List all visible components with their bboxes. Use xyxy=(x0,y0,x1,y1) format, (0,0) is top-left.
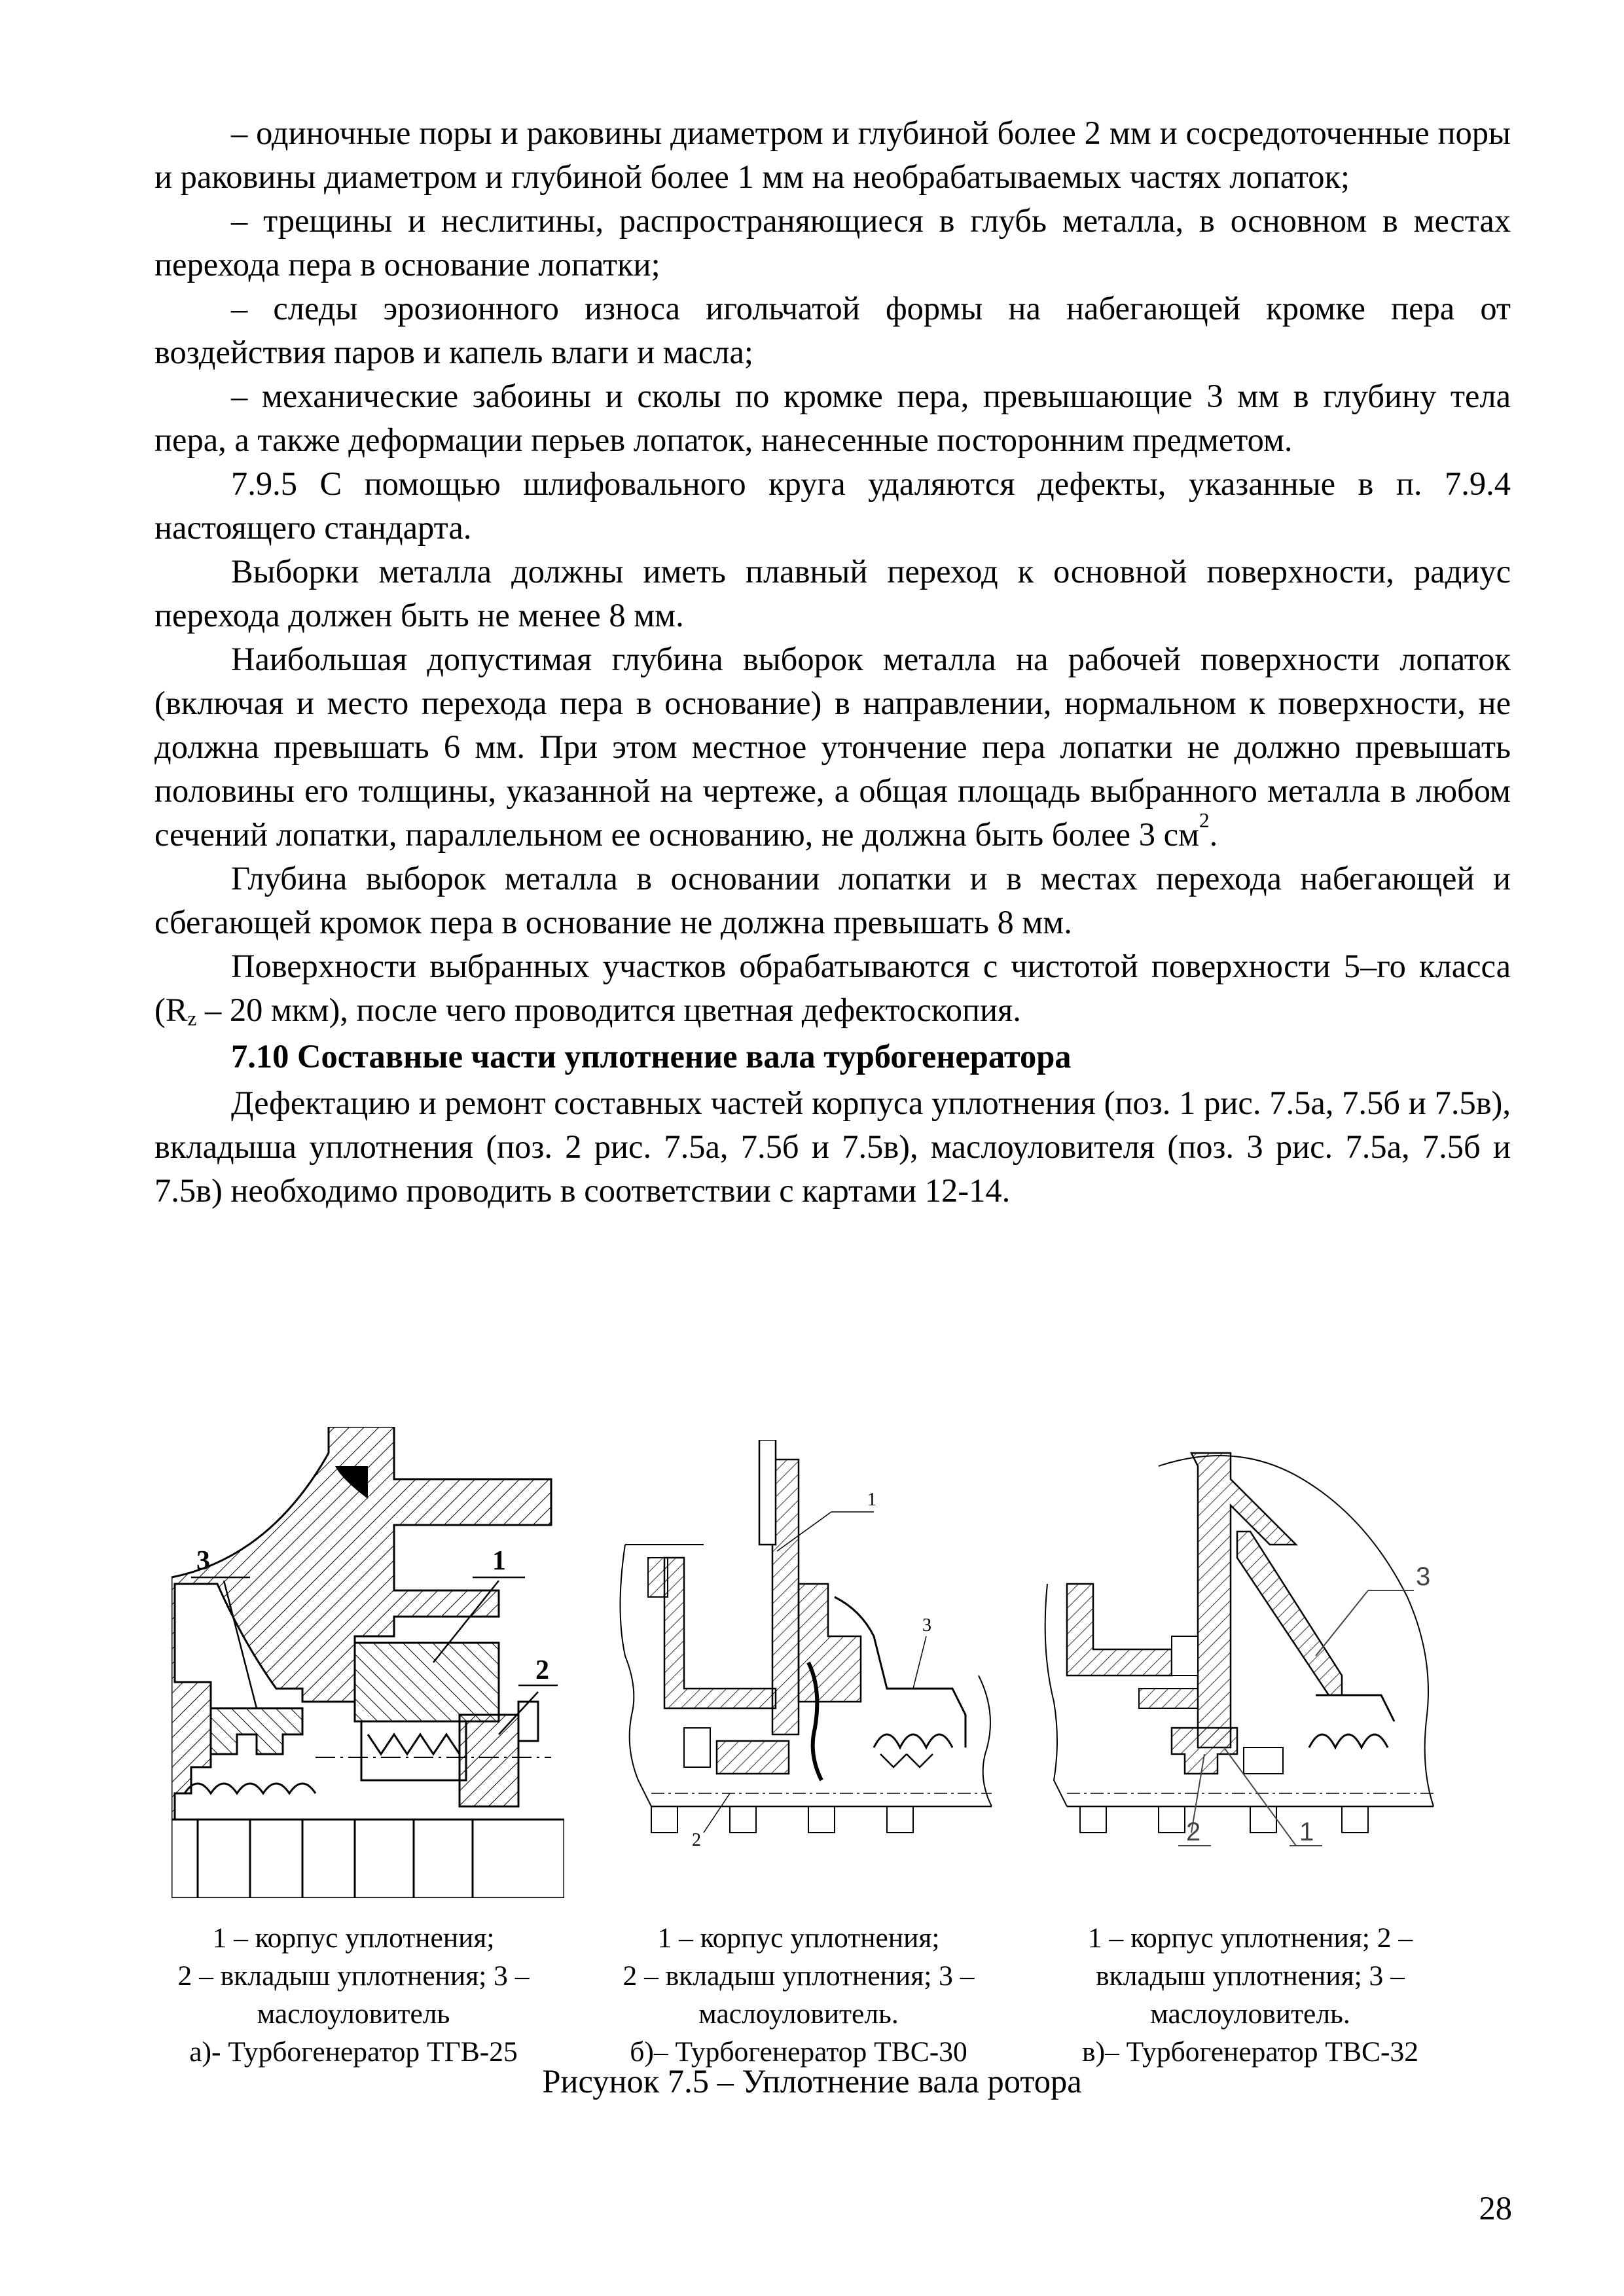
superscript-2: 2 xyxy=(1199,808,1210,832)
surface-finish-text-a: Поверхности выбранных участков обрабатываются с чистотой поверхности 5–го класса (R xyxy=(154,948,1511,1028)
figure-a-callout-3: 3 xyxy=(196,1546,210,1576)
figure-title: Рисунок 7.5 – Уплотнение вала ротора xyxy=(542,2063,1082,2100)
figure-a-caption-line: 2 – вкладыш уплотнения; 3 – xyxy=(177,1960,530,1992)
bullet-erosion: – следы эрозионного износа игольчатой формы на набегающей кромке пера от воздействия паров и капель влаги и масла; xyxy=(154,290,1511,370)
figure-c-callout-3: 3 xyxy=(1416,1562,1431,1591)
figure-a-caption-label: а)- Турбогенератор ТГВ-25 xyxy=(189,2036,518,2068)
paragraph-max-depth xyxy=(154,637,1511,857)
paragraph-defect-repair: Дефектацию и ремонт составных частей корпуса уплотнения (поз. 1 рис. 7.5а, 7.5б и 7.5в), вкладыша уплотнения (поз. 2 рис. 7.5а, 7.5б и 7.5в), маслоуловителя (поз. 3 рис. 7.5а, 7.5б и 7.5в) необходимо проводить в соответствии с картами 12-14. xyxy=(154,1085,1511,1209)
section-heading-7-10: 7.10 Составные части уплотнение вала турбогенератора xyxy=(231,1038,1072,1075)
figure-c-callout-1: 1 xyxy=(1299,1818,1314,1846)
paragraph-7-9-5: 7.9.5 С помощью шлифовального круга удаляются дефекты, указанные в п. 7.9.4 настоящего стандарта. xyxy=(154,465,1511,546)
subscript-z: z xyxy=(187,1007,197,1030)
body-text xyxy=(154,111,1511,1213)
paragraph-surface-finish xyxy=(154,944,1511,1032)
bullet-pores: – одиночные поры и раковины диаметром и глубиной более 2 мм и сосредоточенные поры и раковины диаметром и глубиной более 1 мм на необрабатываемых частях лопаток; xyxy=(154,115,1511,195)
figure-b-caption xyxy=(576,1919,1021,2071)
max-depth-text: Наибольшая допустимая глубина выборок металла на рабочей поверхности лопаток (включая и место перехода пера в основание) в направлении, нормальном к поверхности, не должна превышать 6 мм. При этом местное утончение пера лопатки не должно превышать половины его толщины, указанной на чертеже, а общая площадь выбранного металла в любом сечений лопатки, параллельном ее основанию, не должна быть более 3 см xyxy=(154,641,1511,853)
bullet-cracks: – трещины и неслитины, распространяющиеся в глубь металла, в основном в местах перехода пера в основание лопатки; xyxy=(154,202,1511,283)
figure-a-caption-line: 1 – корпус уплотнения; xyxy=(212,1922,495,1954)
figure-a-callout-2: 2 xyxy=(535,1655,549,1685)
figure-a-caption-line: маслоуловитель xyxy=(257,1998,450,2030)
figure-c-drawing xyxy=(1041,1440,1447,1878)
paragraph-transition-radius: Выборки металла должны иметь плавный переход к основной поверхности, радиус перехода должен быть не менее 8 мм. xyxy=(154,553,1511,634)
max-depth-end: . xyxy=(1209,816,1218,853)
figure-b-caption-line: 2 – вкладыш уплотнения; 3 – xyxy=(623,1960,975,1992)
figure-c-caption-line: вкладыш уплотнения; 3 – xyxy=(1096,1960,1405,1992)
figure-b-drawing xyxy=(612,1440,1005,1859)
surface-finish-text-b: – 20 мкм), после чего проводится цветная дефектоскопия. xyxy=(196,992,1021,1028)
figure-b-caption-label: б)– Турбогенератор ТВС-30 xyxy=(630,2036,967,2068)
figure-c-caption-line: маслоуловитель. xyxy=(1150,1998,1350,2030)
figure-c-caption xyxy=(1021,1919,1479,2071)
bullet-mechanical-damage: – механические забоины и сколы по кромке пера, превышающие 3 мм в глубину тела пера, а также деформации перьев лопаток, нанесенные посторонним предметом. xyxy=(154,378,1511,458)
figure-b-callout-2: 2 xyxy=(692,1830,701,1850)
figure-a-drawing xyxy=(171,1427,564,1898)
figure-a-caption xyxy=(144,1919,563,2071)
figure-c-caption-line: 1 – корпус уплотнения; 2 – xyxy=(1087,1922,1413,1954)
page-number: 28 xyxy=(1479,2190,1512,2227)
figure-b-callout-1: 1 xyxy=(867,1490,876,1510)
figure-c-caption-label: в)– Турбогенератор ТВС-32 xyxy=(1082,2036,1418,2068)
figure-c-callout-2: 2 xyxy=(1186,1818,1201,1846)
paragraph-base-depth: Глубина выборок металла в основании лопатки и в местах перехода набегающей и сбегающей кромок пера в основание не должна превышать 8 мм. xyxy=(154,860,1511,941)
figure-a-callout-1: 1 xyxy=(492,1546,506,1576)
figure-b-callout-3: 3 xyxy=(922,1615,931,1636)
figure-b-caption-line: маслоуловитель. xyxy=(698,1998,899,2030)
figure-b-caption-line: 1 – корпус уплотнения; xyxy=(657,1922,940,1954)
